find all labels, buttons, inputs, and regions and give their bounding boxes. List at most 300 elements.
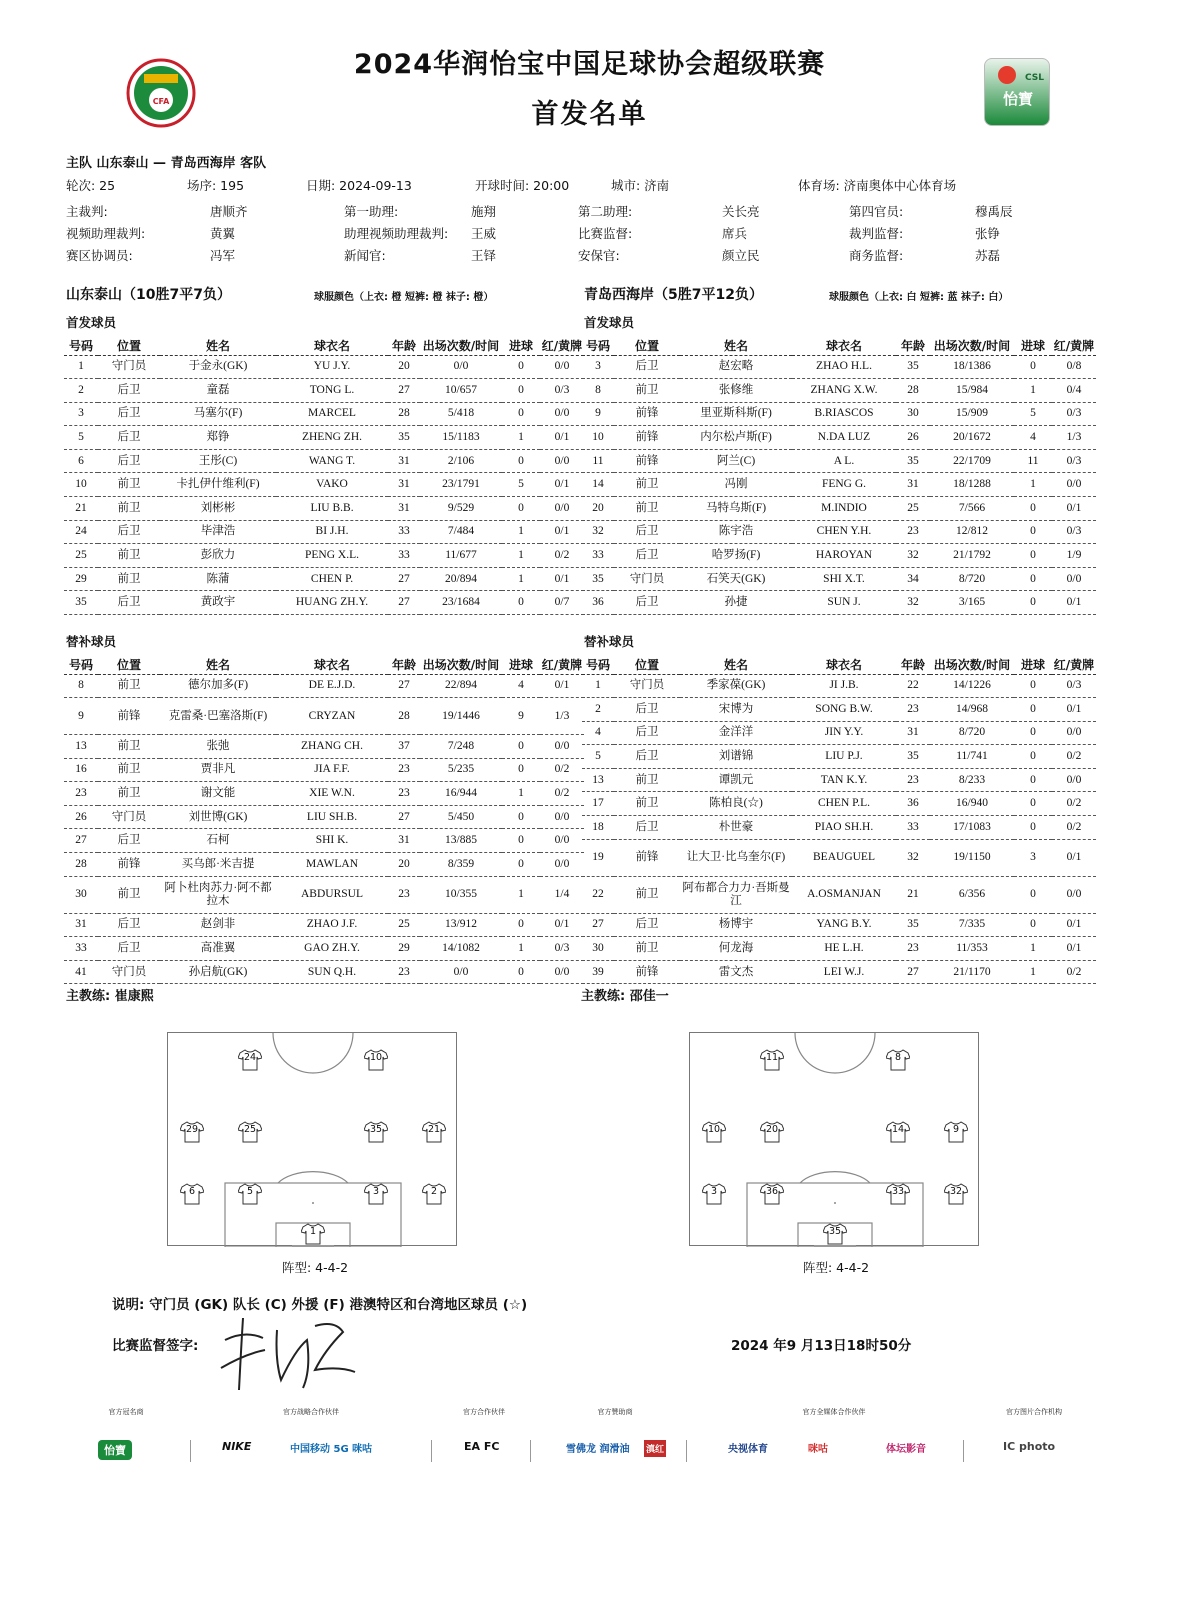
player-row — [582, 520, 1096, 544]
player-name: 谭凯元 — [680, 768, 792, 792]
player-jersey-icon — [364, 1183, 388, 1205]
goals: 0 — [502, 497, 540, 521]
official-name: 颜立民 — [722, 248, 760, 263]
position: 后卫 — [98, 520, 160, 544]
player-row — [582, 876, 1096, 913]
cards: 0/0 — [1052, 473, 1096, 497]
cards: 0/0 — [540, 853, 584, 877]
appearances-minutes: 11/677 — [420, 544, 502, 568]
player-row — [64, 876, 584, 913]
player-jersey-icon — [364, 1049, 388, 1071]
position: 守门员 — [98, 960, 160, 984]
jersey-name: WANG T. — [276, 449, 388, 473]
age: 33 — [388, 520, 420, 544]
goals: 0 — [1014, 745, 1052, 769]
goals: 11 — [1014, 449, 1052, 473]
column-header: 姓名 — [680, 655, 792, 674]
jersey-name: A L. — [792, 449, 896, 473]
appearances-minutes: 19/1150 — [930, 839, 1014, 876]
position: 后卫 — [614, 698, 680, 722]
goals: 0 — [1014, 544, 1052, 568]
sponsor-logo-cctv: 央视体育 — [728, 1444, 768, 1455]
player-row — [582, 839, 1096, 876]
player-row — [582, 402, 1096, 426]
position: 前锋 — [614, 960, 680, 984]
appearances-minutes: 21/1792 — [930, 544, 1014, 568]
position: 后卫 — [614, 816, 680, 840]
player-jersey-icon — [886, 1049, 910, 1071]
sheet-title: 首发名单 — [531, 99, 648, 130]
age: 37 — [388, 735, 420, 759]
player-row — [64, 355, 584, 379]
player-row — [64, 960, 584, 984]
appearances-minutes: 8/720 — [930, 721, 1014, 745]
age: 27 — [388, 674, 420, 698]
table-header-row — [64, 336, 584, 355]
goals: 0 — [502, 758, 540, 782]
jersey-name: ZHAO J.F. — [276, 913, 388, 937]
pitch-lines — [168, 1033, 458, 1247]
age: 35 — [896, 355, 930, 379]
appearances-minutes: 7/484 — [420, 520, 502, 544]
goals: 0 — [1014, 674, 1052, 698]
player-jersey-icon — [301, 1223, 325, 1245]
player-jersey-icon — [238, 1183, 262, 1205]
player-row — [582, 698, 1096, 722]
age: 32 — [896, 591, 930, 615]
player-row — [582, 674, 1096, 698]
shirt-number: 16 — [64, 758, 98, 782]
age: 23 — [388, 782, 420, 806]
position: 前锋 — [614, 402, 680, 426]
svg-text:CFA: CFA — [152, 97, 170, 106]
position: 后卫 — [98, 402, 160, 426]
official-name: 王威 — [471, 226, 497, 241]
position: 前锋 — [98, 698, 160, 735]
position: 后卫 — [98, 913, 160, 937]
position: 后卫 — [614, 721, 680, 745]
player-name: 陈宇浩 — [680, 520, 792, 544]
shirt-number: 13 — [582, 768, 614, 792]
venue: 体育场: 济南奥体中心体育场 — [798, 178, 957, 193]
legend-note: 说明: 守门员 (GK) 队长 (C) 外援 (F) 港澳特区和台湾地区球员 (☆) — [112, 1297, 528, 1313]
player-row — [582, 567, 1096, 591]
age: 27 — [388, 591, 420, 615]
jersey-name: LIU P.J. — [792, 745, 896, 769]
jersey-name: M.INDIO — [792, 497, 896, 521]
jersey-name: SONG B.W. — [792, 698, 896, 722]
position: 后卫 — [98, 937, 160, 961]
column-header: 姓名 — [680, 336, 792, 355]
official-label: 商务监督: — [849, 248, 904, 263]
shirt-number: 8 — [582, 379, 614, 403]
player-jersey-icon — [823, 1223, 847, 1245]
position: 后卫 — [98, 829, 160, 853]
goals: 9 — [502, 698, 540, 735]
column-header: 出场次数/时间 — [930, 655, 1014, 674]
shirt-number: 10 — [64, 473, 98, 497]
official-label: 安保官: — [578, 248, 620, 263]
jersey-number: 33 — [891, 1186, 905, 1197]
sponsor-header: 官方图片合作机构 — [1006, 1408, 1062, 1416]
divider — [686, 1440, 687, 1462]
cards: 1/4 — [540, 876, 584, 913]
age: 28 — [388, 698, 420, 735]
appearances-minutes: 16/940 — [930, 792, 1014, 816]
cards: 0/1 — [1052, 913, 1096, 937]
shirt-number: 17 — [582, 792, 614, 816]
jersey-name: LIU B.B. — [276, 497, 388, 521]
sponsor-header: 官方全媒体合作伙伴 — [802, 1408, 866, 1416]
jersey-name: JIN Y.Y. — [792, 721, 896, 745]
jersey-name: ZHAO H.L. — [792, 355, 896, 379]
column-header: 进球 — [502, 336, 540, 355]
player-name: 哈罗扬(F) — [680, 544, 792, 568]
cards: 0/2 — [1052, 816, 1096, 840]
player-row — [64, 674, 584, 698]
official-name: 施翔 — [471, 204, 497, 219]
column-header: 姓名 — [160, 655, 276, 674]
appearances-minutes: 15/984 — [930, 379, 1014, 403]
shirt-number: 31 — [64, 913, 98, 937]
official-name: 苏磊 — [975, 248, 1001, 263]
shirt-number: 36 — [582, 591, 614, 615]
goals: 1 — [502, 544, 540, 568]
shirt-number: 2 — [64, 379, 98, 403]
shirt-number: 9 — [64, 698, 98, 735]
goals: 1 — [1014, 960, 1052, 984]
appearances-minutes: 21/1170 — [930, 960, 1014, 984]
sponsor-logo-nike: NIKE — [222, 1440, 252, 1453]
player-row — [64, 805, 584, 829]
shirt-number: 1 — [582, 674, 614, 698]
goals: 0 — [1014, 497, 1052, 521]
player-jersey-icon — [760, 1121, 784, 1143]
jersey-name: ZHANG CH. — [276, 735, 388, 759]
age: 33 — [896, 816, 930, 840]
jersey-name: BEAUGUEL — [792, 839, 896, 876]
player-name: 郑铮 — [160, 426, 276, 450]
shirt-number: 35 — [64, 591, 98, 615]
age: 35 — [896, 449, 930, 473]
shirt-number: 19 — [582, 839, 614, 876]
jersey-name: PIAO SH.H. — [792, 816, 896, 840]
cards: 0/1 — [1052, 839, 1096, 876]
position: 后卫 — [614, 591, 680, 615]
age: 31 — [896, 721, 930, 745]
csl-logo — [984, 58, 1050, 126]
goals: 1 — [502, 520, 540, 544]
age: 28 — [896, 379, 930, 403]
age: 22 — [896, 674, 930, 698]
home-team-record: 山东泰山（10胜7平7负） — [66, 287, 231, 303]
shirt-number: 28 — [64, 853, 98, 877]
sponsor-header: 官方冠名商 — [108, 1408, 144, 1416]
player-jersey-icon — [364, 1121, 388, 1143]
jersey-name: ZHANG X.W. — [792, 379, 896, 403]
player-row — [582, 768, 1096, 792]
shirt-number: 30 — [582, 937, 614, 961]
official-name: 张铮 — [975, 226, 1001, 241]
home-subs-label: 替补球员 — [66, 634, 117, 649]
player-name: 谢文能 — [160, 782, 276, 806]
goals: 0 — [502, 402, 540, 426]
sponsor-header: 官方战略合作伙伴 — [283, 1408, 339, 1416]
goals: 0 — [1014, 591, 1052, 615]
jersey-name: SHI K. — [276, 829, 388, 853]
player-row — [64, 473, 584, 497]
jersey-name: HUANG ZH.Y. — [276, 591, 388, 615]
column-header: 位置 — [98, 336, 160, 355]
jersey-name: VAKO — [276, 473, 388, 497]
official-label: 视频助理裁判: — [66, 226, 146, 241]
appearances-minutes: 9/529 — [420, 497, 502, 521]
player-row — [582, 449, 1096, 473]
position: 后卫 — [614, 913, 680, 937]
appearances-minutes: 14/1226 — [930, 674, 1014, 698]
column-header: 号码 — [582, 655, 614, 674]
jersey-name: JIA F.F. — [276, 758, 388, 782]
appearances-minutes: 23/1684 — [420, 591, 502, 615]
appearances-minutes: 5/235 — [420, 758, 502, 782]
player-row — [64, 591, 584, 615]
cards: 0/0 — [1052, 721, 1096, 745]
cards: 0/0 — [540, 805, 584, 829]
column-header: 姓名 — [160, 336, 276, 355]
official-name: 席兵 — [722, 226, 748, 241]
goals: 0 — [502, 913, 540, 937]
jersey-name: N.DA LUZ — [792, 426, 896, 450]
jersey-name: HE L.H. — [792, 937, 896, 961]
age: 35 — [388, 426, 420, 450]
appearances-minutes: 18/1386 — [930, 355, 1014, 379]
goals: 0 — [1014, 768, 1052, 792]
player-row — [582, 937, 1096, 961]
position: 前卫 — [614, 497, 680, 521]
home-formation-pitch — [167, 1032, 457, 1246]
goals: 0 — [502, 805, 540, 829]
goals: 5 — [502, 473, 540, 497]
player-name: 刘世博(GK) — [160, 805, 276, 829]
player-name: 朴世豪 — [680, 816, 792, 840]
away-formation-pitch — [689, 1032, 979, 1246]
column-header: 号码 — [64, 655, 98, 674]
appearances-minutes: 15/1183 — [420, 426, 502, 450]
goals: 0 — [502, 735, 540, 759]
age: 31 — [388, 449, 420, 473]
jersey-name: LEI W.J. — [792, 960, 896, 984]
home-formation: 阵型: 4-4-2 — [282, 1260, 349, 1275]
goals: 1 — [502, 876, 540, 913]
goals: 3 — [1014, 839, 1052, 876]
cards: 0/1 — [540, 520, 584, 544]
appearances-minutes: 3/165 — [930, 591, 1014, 615]
appearances-minutes: 18/1288 — [930, 473, 1014, 497]
round: 轮次: 25 — [66, 178, 116, 193]
official-name: 冯军 — [210, 248, 236, 263]
shirt-number: 5 — [64, 426, 98, 450]
jersey-number: 32 — [949, 1186, 963, 1197]
appearances-minutes: 6/356 — [930, 876, 1014, 913]
player-name: 于金永(GK) — [160, 355, 276, 379]
cards: 0/0 — [540, 449, 584, 473]
goals: 5 — [1014, 402, 1052, 426]
jersey-number: 29 — [185, 1124, 199, 1135]
appearances-minutes: 17/1083 — [930, 816, 1014, 840]
player-row — [64, 937, 584, 961]
appearances-minutes: 8/233 — [930, 768, 1014, 792]
appearances-minutes: 0/0 — [420, 960, 502, 984]
shirt-number: 18 — [582, 816, 614, 840]
shirt-number: 1 — [64, 355, 98, 379]
appearances-minutes: 22/1709 — [930, 449, 1014, 473]
position: 前卫 — [98, 497, 160, 521]
appearances-minutes: 13/912 — [420, 913, 502, 937]
jersey-name: A.OSMANJAN — [792, 876, 896, 913]
player-name: 童磊 — [160, 379, 276, 403]
supervisor-signature-label: 比赛监督签字: — [112, 1338, 199, 1354]
player-name: 刘谱锦 — [680, 745, 792, 769]
position: 前卫 — [614, 792, 680, 816]
kickoff-time: 开球时间: 20:00 — [475, 178, 570, 193]
appearances-minutes: 7/566 — [930, 497, 1014, 521]
cards: 1/3 — [1052, 426, 1096, 450]
cards: 0/1 — [1052, 591, 1096, 615]
player-row — [64, 497, 584, 521]
appearances-minutes: 15/909 — [930, 402, 1014, 426]
jersey-name: GAO ZH.Y. — [276, 937, 388, 961]
supervisor-signature — [215, 1310, 365, 1398]
player-row — [64, 758, 584, 782]
goals: 0 — [1014, 876, 1052, 913]
sponsor-logo-dianhong: 滇红 — [644, 1440, 666, 1457]
player-row — [64, 544, 584, 568]
away-starters-label: 首发球员 — [584, 315, 635, 330]
cards: 1/3 — [540, 698, 584, 735]
age: 21 — [896, 876, 930, 913]
player-name: 孙启航(GK) — [160, 960, 276, 984]
jersey-name: ABDURSUL — [276, 876, 388, 913]
jersey-number: 10 — [707, 1124, 721, 1135]
player-name: 陈柏良(☆) — [680, 792, 792, 816]
column-header: 球衣名 — [792, 655, 896, 674]
player-name: 刘彬彬 — [160, 497, 276, 521]
jersey-name: CHEN P.L. — [792, 792, 896, 816]
cards: 0/4 — [1052, 379, 1096, 403]
cards: 0/8 — [1052, 355, 1096, 379]
jersey-name: JI J.B. — [792, 674, 896, 698]
city: 城市: 济南 — [611, 178, 670, 193]
jersey-number: 3 — [372, 1186, 380, 1197]
age: 23 — [388, 876, 420, 913]
age: 20 — [388, 853, 420, 877]
player-row — [64, 829, 584, 853]
sponsor-logo-titan: 体坛影音 — [886, 1444, 926, 1455]
player-row — [582, 816, 1096, 840]
column-header: 年龄 — [896, 655, 930, 674]
appearances-minutes: 5/418 — [420, 402, 502, 426]
player-name: 雷文杰 — [680, 960, 792, 984]
player-name: 让大卫·比乌奎尔(F) — [680, 839, 792, 876]
position: 前锋 — [614, 449, 680, 473]
position: 前卫 — [98, 544, 160, 568]
player-name: 马特乌斯(F) — [680, 497, 792, 521]
age: 29 — [388, 937, 420, 961]
cards: 0/1 — [540, 567, 584, 591]
official-name: 王铎 — [471, 248, 497, 263]
shirt-number: 32 — [582, 520, 614, 544]
goals: 0 — [1014, 698, 1052, 722]
shirt-number: 4 — [582, 721, 614, 745]
appearances-minutes: 10/355 — [420, 876, 502, 913]
official-name: 穆禹辰 — [975, 204, 1013, 219]
table-header-row — [582, 655, 1096, 674]
jersey-number: 3 — [710, 1186, 718, 1197]
position: 前卫 — [614, 876, 680, 913]
player-row — [582, 792, 1096, 816]
official-label: 裁判监督: — [849, 226, 904, 241]
appearances-minutes: 14/968 — [930, 698, 1014, 722]
appearances-minutes: 16/944 — [420, 782, 502, 806]
player-name: 黄政宇 — [160, 591, 276, 615]
appearances-minutes: 0/0 — [420, 355, 502, 379]
away-subs-table — [582, 655, 1096, 984]
appearances-minutes: 14/1082 — [420, 937, 502, 961]
player-row — [582, 426, 1096, 450]
age: 35 — [896, 913, 930, 937]
cards: 0/1 — [1052, 698, 1096, 722]
player-name: 石柯 — [160, 829, 276, 853]
shirt-number: 39 — [582, 960, 614, 984]
age: 30 — [896, 402, 930, 426]
jersey-name: PENG X.L. — [276, 544, 388, 568]
away-formation: 阵型: 4-4-2 — [803, 1260, 870, 1275]
player-row — [582, 379, 1096, 403]
age: 33 — [388, 544, 420, 568]
table-header-row — [582, 336, 1096, 355]
position: 前卫 — [98, 567, 160, 591]
player-jersey-icon — [702, 1121, 726, 1143]
jersey-number: 6 — [188, 1186, 196, 1197]
position: 前卫 — [614, 473, 680, 497]
column-header: 球衣名 — [276, 655, 388, 674]
player-name: 赵宏略 — [680, 355, 792, 379]
cards: 0/3 — [1052, 674, 1096, 698]
player-jersey-icon — [180, 1121, 204, 1143]
age: 32 — [896, 839, 930, 876]
sponsor-logo-ea: EA FC — [464, 1440, 500, 1453]
age: 27 — [388, 805, 420, 829]
age: 25 — [388, 913, 420, 937]
player-name: 阿卜杜肉苏力·阿不都拉木 — [160, 876, 276, 913]
age: 35 — [896, 745, 930, 769]
shirt-number: 3 — [64, 402, 98, 426]
position: 前锋 — [614, 426, 680, 450]
goals: 0 — [502, 449, 540, 473]
home-head-coach: 主教练: 崔康熙 — [66, 989, 154, 1004]
sponsor-logo-china-mobile: 中国移动 5G 咪咕 — [290, 1444, 373, 1455]
age: 27 — [896, 960, 930, 984]
cards: 0/0 — [540, 829, 584, 853]
jersey-number: 20 — [765, 1124, 779, 1135]
position: 前锋 — [614, 839, 680, 876]
player-jersey-icon — [886, 1183, 910, 1205]
player-jersey-icon — [702, 1183, 726, 1205]
column-header: 号码 — [582, 336, 614, 355]
player-name: 彭欣力 — [160, 544, 276, 568]
shirt-number: 9 — [582, 402, 614, 426]
jersey-number: 14 — [891, 1124, 905, 1135]
